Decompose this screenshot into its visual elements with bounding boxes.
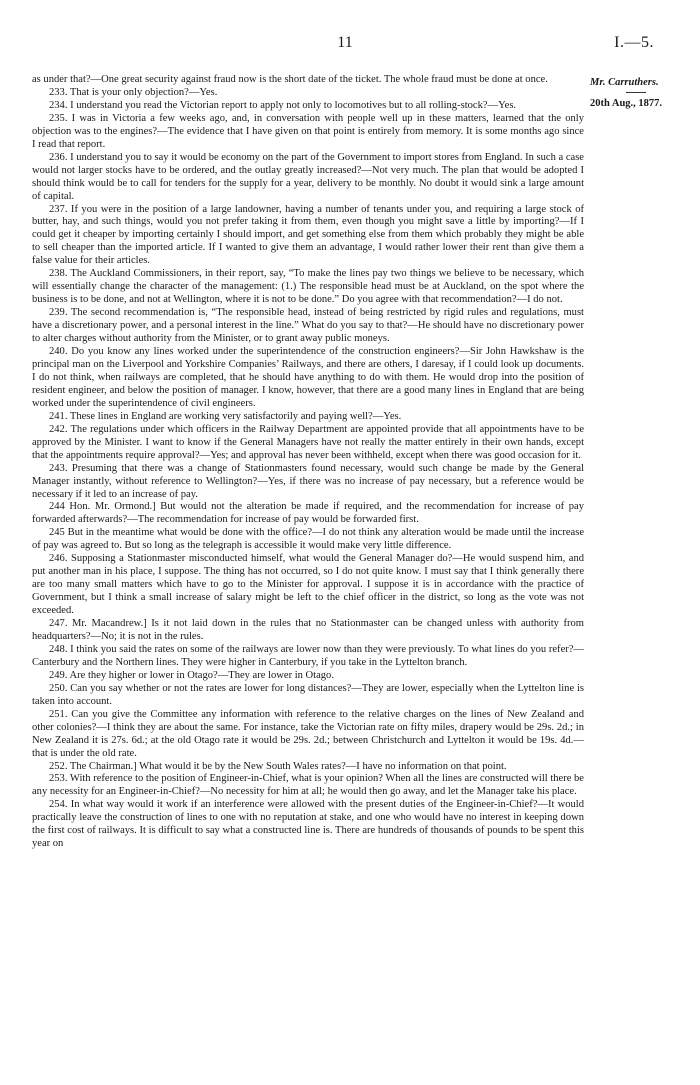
paragraph: 239. The second recommendation is, “The responsible head, instead of being restricted by rigid rules and regulations, must have a discretionary power, and a personal interest in the line.” What do you say to that?—He should have no discretionary power to alter charges without authority from the Minister, or to grant away public moneys. (32, 307, 584, 345)
paragraph: 252. The Chairman.] What would it be by the New South Wales rates?—I have no information on that point. (49, 760, 507, 772)
paragraph: 249. Are they higher or lower in Otago?—They are lower in Otago. (49, 669, 334, 681)
document-reference: I.—5. (614, 34, 654, 51)
page-number: 11 (337, 34, 353, 51)
paragraph: 238. The Auckland Commissioners, in their report, say, “To make the lines pay two things we believe to be necessary, which will essentially change the character of the management: (1.) The responsible head must be at Auckland, on the spot where the business is to be done, and not at Wellington, where it is not to be done.” Do you agree with that recommendation?—I do not. (32, 268, 584, 306)
page-header (36, 34, 654, 54)
paragraph: 250. Can you say whether or not the rates are lower for long distances?—They are lower, especially when the Lyttelton line is taken into account. (32, 682, 584, 707)
paragraph: 253. With reference to the position of Engineer-in-Chief, what is your opinion? When all the lines are constructed will there be any necessity for an Engineer-in-Chief?—No necessity for him at all; he would then go away, and let the Manager take his place. (32, 773, 584, 798)
paragraph: 246. Supposing a Stationmaster misconducted himself, what would the General Manager do?—He would suspend him, and put another man in his place, I suppose. The thing has not occurred, so I do not quite know. I must say that I think generally there are too many small matters which have to go to the Minister for approval. I suppose it is in accordance with the practice of Government, but I think a small increase of salary might be left to the chief officer in the district, so long as the vote was not exceeded. (32, 553, 584, 617)
paragraph: 237. If you were in the position of a large landowner, having a number of tenants under you, and requiring a large stock of butter, hay, and such things, would you not prefer taking it from them, even though you might save a little by importing?—If I could get it cheaper by importing certainly I should import, and get something else from them which probably they might be able to sell cheaper than the imported article. If I wanted to give them an advantage, I would rather lower their rent than give them a false value for their articles. (32, 203, 584, 267)
paragraph: 242. The regulations under which officers in the Railway Department are appointed provide that all appointments have to be approved by the Minister. I want to know if the General Managers have not really the matter entirely in their own hands, except that the appointments require approval?—Yes; and approval has never been withheld, except when there was good occasion for it. (32, 423, 584, 461)
paragraph: 243. Presuming that there was a change of Stationmasters found necessary, would such change be made by the General Manager instantly, without reference to Wellington?—Yes, if there was no increase of pay necessary, but a reference would be necessary if it led to an increase of pay. (32, 462, 584, 500)
paragraph: 234. I understand you read the Victorian report to apply not only to locomotives but to all rolling-stock?—Yes. (49, 99, 517, 111)
body-text (32, 74, 584, 851)
paragraph: 245 But in the meantime what would be done with the office?—I do not think any alteration would be made until the increase of pay was agreed to. But so long as the telegraph is accessible it would make very little difference. (32, 527, 584, 552)
paragraph: 233. That is your only objection?—Yes. (49, 86, 218, 98)
paragraph: 244 Hon. Mr. Ormond.] But would not the alteration be made if required, and the recommendation for increase of pay forwarded afterwards?—The recommendation for increase of pay would be forwarded first. (32, 501, 584, 526)
paragraph: 247. Mr. Macandrew.] Is it not laid down in the rules that no Stationmaster can be changed unless with authority from headquarters?—No; it is not in the rules. (32, 618, 584, 642)
paragraph: 236. I understand you to say it would be economy on the part of the Government to import stores from England. In such a case would not larger stocks have to be ordered, and the outlay greatly increased?—Not very much. The plan that would be adopted I should think would be to call for tenders for the supply for a year, delivery to be monthly. No doubt it would sink a large amount of capital. (32, 151, 584, 202)
paragraph: 235. I was in Victoria a few weeks ago, and, in conversation with people well up in these matters, learned that the only objection was to the engines?—The evidence that I have given on that point is entirely from memory. It is some months ago since I read that report. (32, 112, 584, 150)
paragraph: as under that?—One great security against fraud now is the short date of the ticket. The whole fraud must be done at once. (32, 74, 548, 85)
paragraph: 251. Can you give the Committee any information with reference to the relative charges on the lines of New Zealand and other colonies?—I think they are about the same. For instance, take the Victorian rate on fifty miles, drapery would be 29s. 2d.; in New Zealand it is 27s. 6d.; at the old Otago rate it would be 29s. 2d.; between Christchurch and Lyttelton it would be 19s. 4d.—that is under the old rate. (32, 708, 584, 759)
paragraph: 240. Do you know any lines worked under the superintendence of the construction engineers?—Sir John Hawkshaw is the principal man on the Liverpool and Yorkshire Companies’ Railways, and there are others, I daresay, if I could look up documents. I do not think, when railways are completed, that he should have anything to do with them. He would drop into the position of resident engineer, and below the position of manager. I know, however, that there are a good many lines in England that are being worked under the superintendence of civil engineers. (32, 346, 584, 409)
paragraph: 248. I think you said the rates on some of the railways are lower now than they were previously. To what lines do you refer?—Canterbury and the Northern lines. They were higher in Canterbury, if you take in the Lyttelton branch. (32, 643, 584, 668)
witness-name: Mr. Carruthers. (590, 77, 659, 88)
witness-date: 20th Aug., 1877. (590, 98, 663, 109)
paragraph: 254. In what way would it work if an interference were allowed with the present duties of the Engineer-in-Chief?—It would practically leave the construction of lines to one with no reputation at stake, and one who would have no interest in keeping down the first cost of railways. It is difficult to say what a constructed line is. There are hundreds of thousands of pounds to be spent this year on (32, 799, 584, 850)
margin-divider (626, 92, 646, 93)
margin-note (590, 76, 696, 110)
paragraph: 241. These lines in England are working very satisfactorily and paying well?—Yes. (49, 410, 402, 422)
